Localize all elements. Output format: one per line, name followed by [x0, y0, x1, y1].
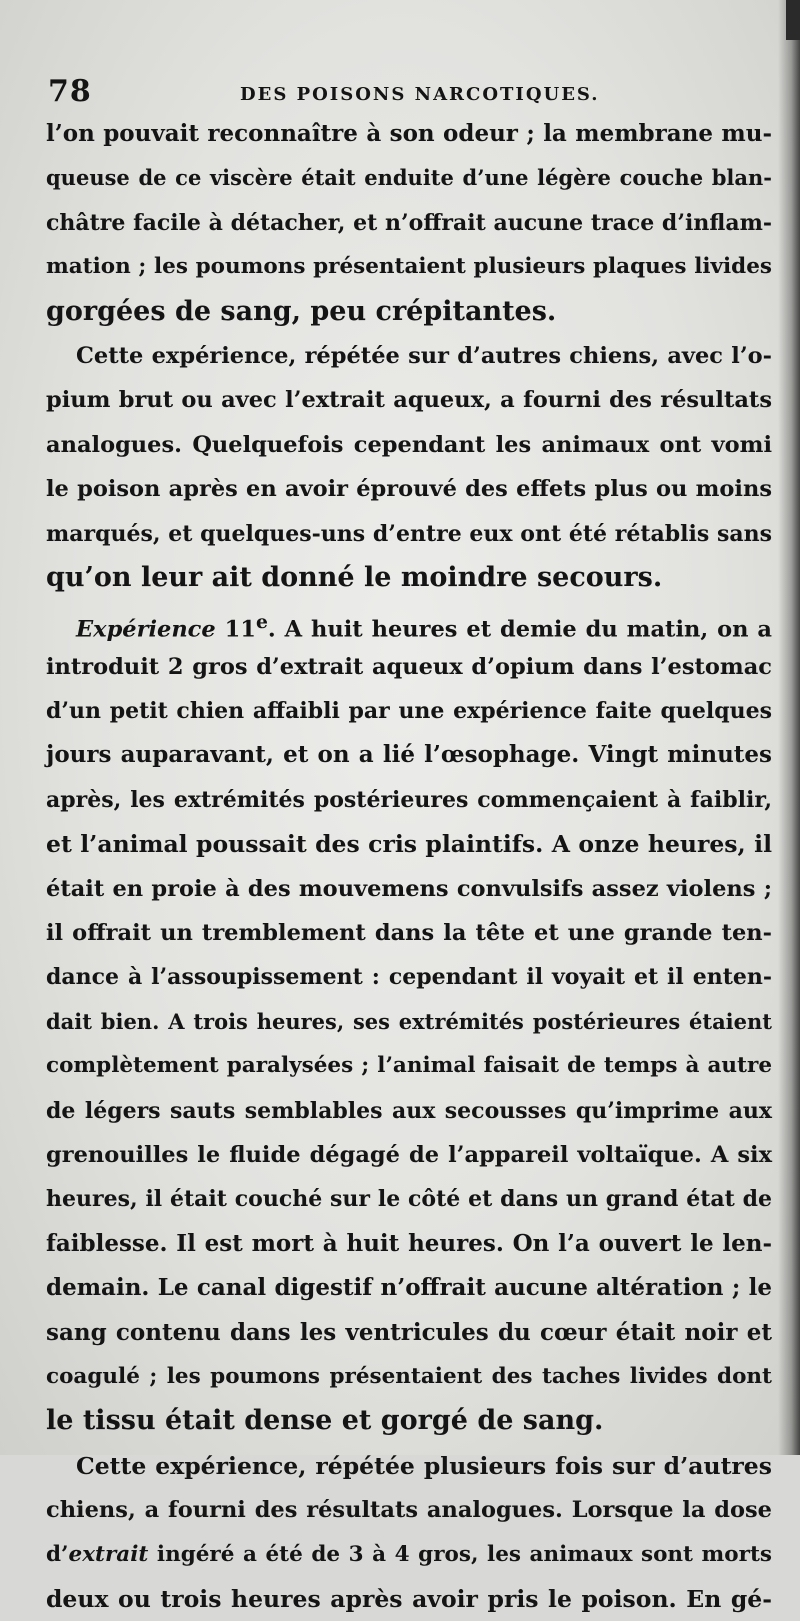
- text-line: l’on pouvait reconnaître à son odeur ; la membrane mu-: [46, 120, 772, 147]
- experience-rest: A huit heures et demie du matin, on a: [284, 616, 772, 643]
- text-line: Cette expérience, répétée sur d’autres chiens, avec l’o-: [76, 342, 772, 369]
- body-text: [46, 112, 772, 1621]
- text-line: faiblesse. Il est mort à huit heures. On l’a ouvert le len-: [46, 1229, 772, 1257]
- text-line: deux ou trois heures après avoir pris le poison. En gé-: [46, 1584, 772, 1613]
- text-line: et l’animal poussait des cris plaintifs. A onze heures, il: [46, 830, 772, 859]
- text-line: heures, il était couché sur le côté et dans un grand état de: [46, 1186, 772, 1213]
- experience-superscript: e: [255, 611, 268, 634]
- experience-period: .: [267, 616, 276, 643]
- text-line-experience: [46, 600, 772, 644]
- text-line: qu’on leur ait donné le moindre secours.: [46, 561, 663, 593]
- text-line: était en proie à des mouvemens convulsifs assez violens ;: [46, 875, 772, 902]
- text-line: gorgées de sang, peu crépitantes.: [46, 295, 557, 327]
- text-line: analogues. Quelquefois cependant les animaux ont vomi: [46, 431, 772, 458]
- page-number: 78: [48, 74, 92, 109]
- text-line: pium brut ou avec l’extrait aqueux, a fourni des résultats: [46, 387, 772, 414]
- experience-number: 11: [224, 616, 256, 643]
- extrait-rest: ingéré a été de 3 à 4 gros, les animaux sont morts: [156, 1541, 772, 1567]
- extrait-prefix: d’: [46, 1541, 69, 1567]
- running-header: [40, 68, 760, 108]
- extrait-word: extrait: [68, 1541, 149, 1567]
- text-line-extrait: [46, 1533, 772, 1577]
- text-line: dance à l’assoupissement : cependant il voyait et il enten-: [46, 964, 772, 991]
- text-line: introduit 2 gros d’extrait aqueux d’opium dans l’estomac: [46, 653, 772, 680]
- text-line: il offrait un tremblement dans la tête et une grande ten-: [46, 920, 772, 947]
- text-line: jours auparavant, et on a lié l’œsophage. Vingt minutes: [46, 741, 772, 769]
- experience-label: Expérience: [76, 616, 216, 643]
- text-line: dait bien. A trois heures, ses extrémités postérieures étaient: [46, 1008, 772, 1034]
- page-corner-dark: [786, 0, 800, 40]
- text-line: mation ; les poumons présentaient plusieurs plaques livides: [46, 254, 772, 280]
- page-edge-shadow: [778, 0, 800, 1455]
- text-line: grenouilles le fluide dégagé de l’appareil voltaïque. A six: [46, 1141, 772, 1168]
- header-title: DES POISONS NARCOTIQUES.: [240, 84, 600, 105]
- text-line: coagulé ; les poumons présentaient des taches livides dont: [46, 1363, 772, 1389]
- text-line: marqués, et quelques-uns d’entre eux ont été rétablis sans: [46, 520, 772, 547]
- text-line: après, les extrémités postérieures commençaient à faiblir,: [46, 786, 772, 813]
- text-line: le poison après en avoir éprouvé des effets plus ou moins: [46, 476, 772, 503]
- text-line: d’un petit chien affaibli par une expérience faite quelques: [46, 698, 772, 725]
- text-line: châtre facile à détacher, et n’offrait aucune trace d’inflam-: [46, 209, 772, 236]
- text-line: sang contenu dans les ventricules du cœur était noir et: [46, 1318, 772, 1346]
- text-line: le tissu était dense et gorgé de sang.: [46, 1405, 604, 1437]
- text-line: queuse de ce viscère était enduite d’une légère couche blan-: [46, 165, 772, 191]
- text-line: complètement paralysées ; l’animal faisait de temps à autre: [46, 1053, 772, 1079]
- text-line: chiens, a fourni des résultats analogues. Lorsque la dose: [46, 1497, 772, 1524]
- text-line: de légers sauts semblables aux secousses qu’imprime aux: [46, 1097, 772, 1124]
- text-line: demain. Le canal digestif n’offrait aucune altération ; le: [46, 1274, 772, 1302]
- text-line: Cette expérience, répétée plusieurs fois sur d’autres: [76, 1451, 772, 1480]
